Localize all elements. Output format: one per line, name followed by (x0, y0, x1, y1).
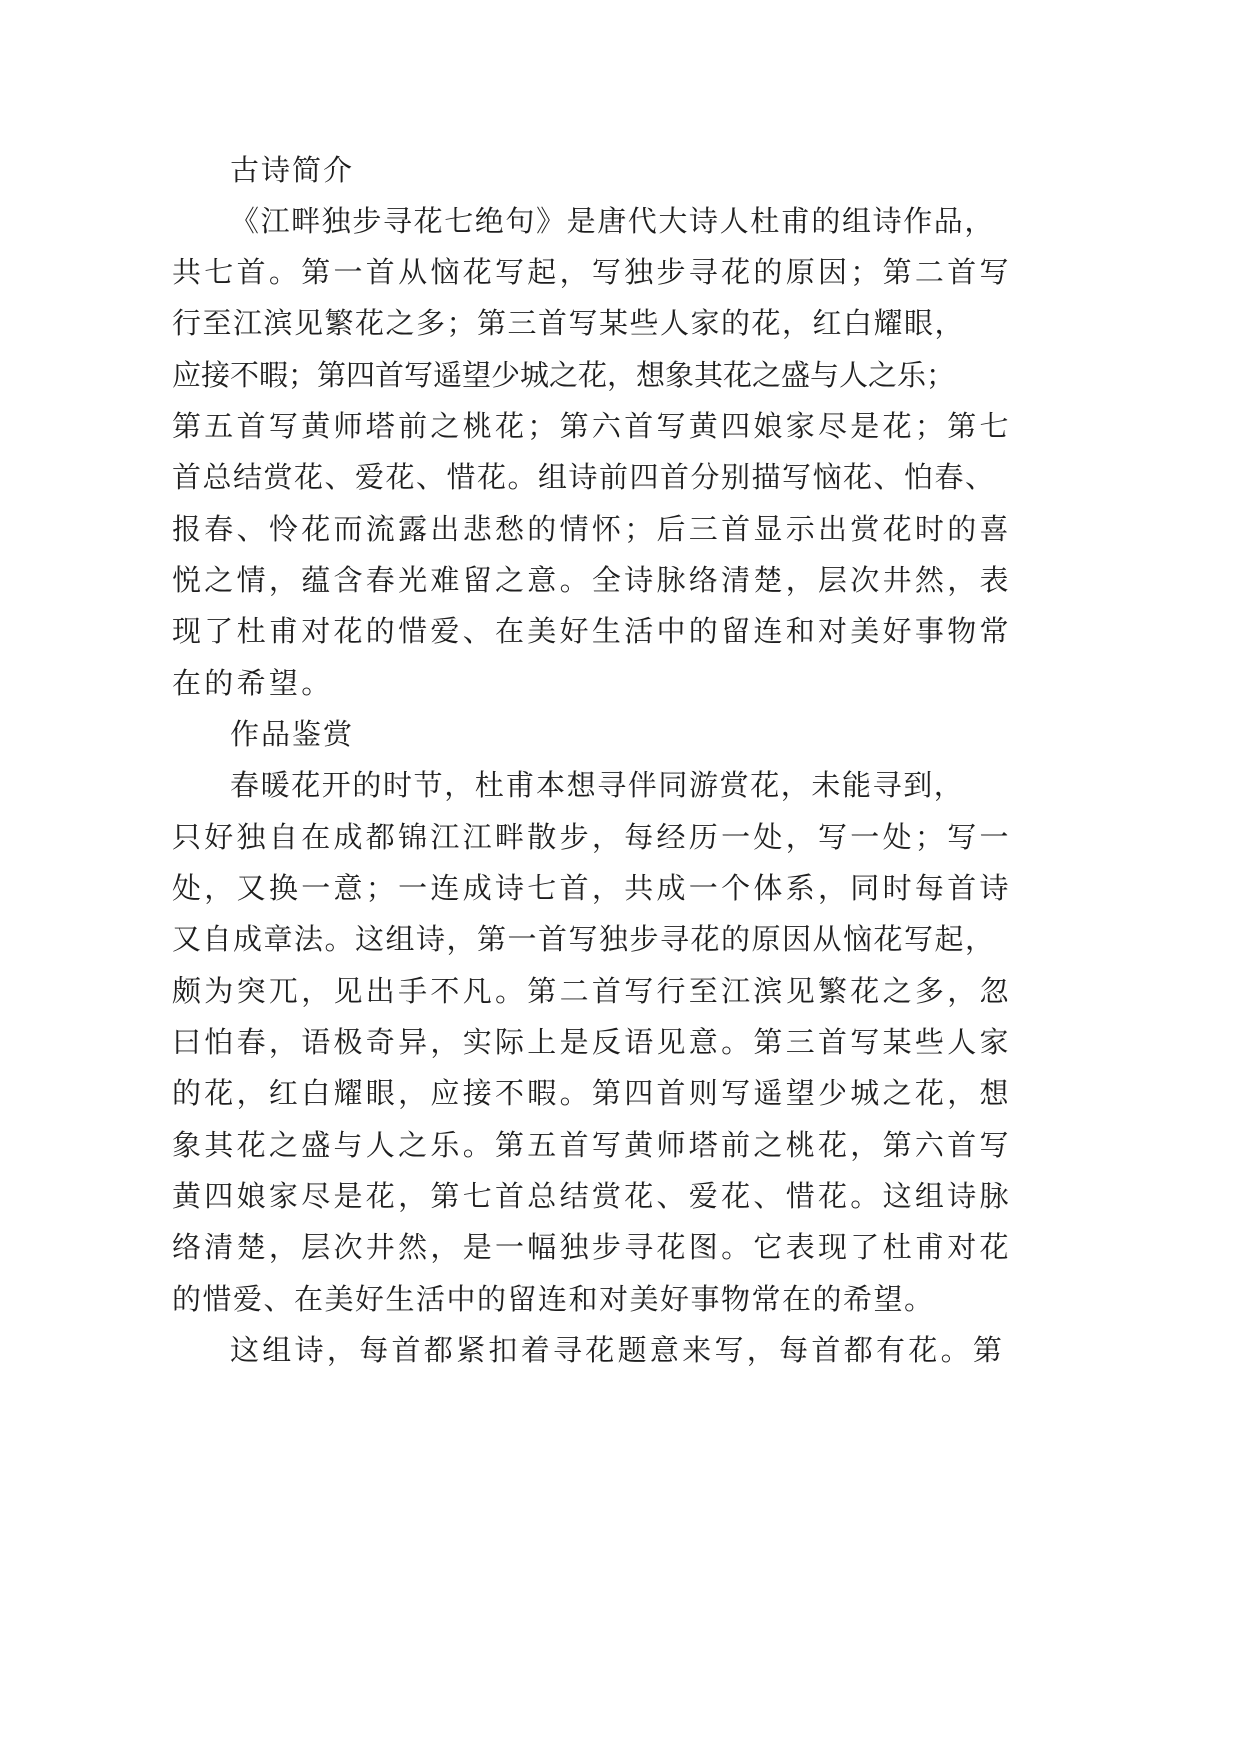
paragraph-line: 共七首。第一首从恼花写起，写独步寻花的原因；第二首写 (172, 255, 1012, 289)
paragraph-line: 又自成章法。这组诗，第一首写独步寻花的原因从恼花写起， (172, 922, 996, 956)
paragraph-line: 首总结赏花、爱花、惜花。组诗前四首分别描写恼花、怕春、 (172, 460, 996, 494)
paragraph-line: 的惜爱、在美好生活中的留连和对美好事物常在的希望。 (172, 1282, 935, 1316)
paragraph-line: 这组诗，每首都紧扣着寻花题意来写，每首都有花。第 (230, 1333, 1006, 1367)
paragraph-line: 悦之情，蕴含春光难留之意。全诗脉络清楚，层次井然，表 (172, 563, 1012, 597)
section-heading-intro: 古诗简介 (230, 153, 355, 187)
paragraph-line: 报春、怜花而流露出悲愁的情怀；后三首显示出赏花时的喜 (172, 512, 1012, 546)
paragraph-line: 象其花之盛与人之乐。第五首写黄师塔前之桃花，第六首写 (172, 1128, 1012, 1162)
paragraph-line: 第五首写黄师塔前之桃花；第六首写黄四娘家尽是花；第七 (172, 409, 1012, 443)
paragraph-line: 现了杜甫对花的惜爱、在美好生活中的留连和对美好事物常 (172, 614, 1012, 648)
paragraph-line: 《江畔独步寻花七绝句》是唐代大诗人杜甫的组诗作品， (230, 204, 996, 238)
paragraph-line: 的花，红白耀眼，应接不暇。第四首则写遥望少城之花，想 (172, 1076, 1012, 1110)
paragraph-line: 行至江滨见繁花之多；第三首写某些人家的花，红白耀眼， (172, 306, 966, 340)
paragraph-line: 络清楚，层次井然，是一幅独步寻花图。它表现了杜甫对花 (172, 1230, 1012, 1264)
paragraph-line: 曰怕春，语极奇异，实际上是反语见意。第三首写某些人家 (172, 1025, 1012, 1059)
paragraph-line: 春暖花开的时节，杜甫本想寻伴同游赏花，未能寻到， (230, 768, 965, 802)
paragraph-line: 处，又换一意；一连成诗七首，共成一个体系，同时每首诗 (172, 871, 1012, 905)
section-heading-appreciation: 作品鉴赏 (230, 717, 355, 751)
paragraph-line: 应接不暇；第四首写遥望少城之花，想象其花之盛与人之乐； (172, 358, 956, 392)
paragraph-line: 只好独自在成都锦江江畔散步，每经历一处，写一处；写一 (172, 820, 1012, 854)
paragraph-line: 颇为突兀，见出手不凡。第二首写行至江滨见繁花之多，忽 (172, 974, 1012, 1008)
paragraph-line: 黄四娘家尽是花，第七首总结赏花、爱花、惜花。这组诗脉 (172, 1179, 1012, 1213)
paragraph-line: 在的希望。 (172, 666, 334, 700)
